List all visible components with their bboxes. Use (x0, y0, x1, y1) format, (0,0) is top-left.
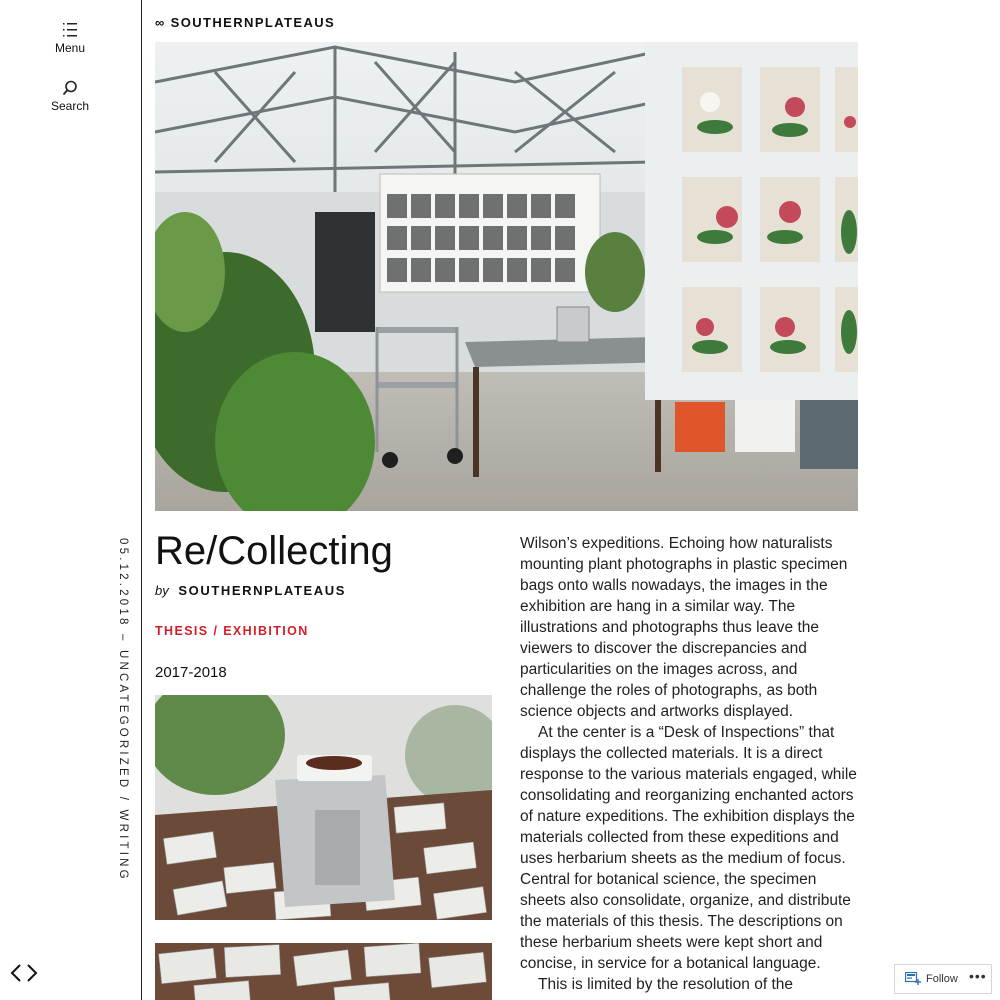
previous-post-icon[interactable] (10, 963, 22, 988)
site-title[interactable]: ∞ SOUTHERNPLATEAUS (155, 15, 336, 30)
search-button[interactable] (30, 80, 110, 113)
search-icon (62, 80, 78, 96)
category-thesis[interactable]: THESIS (155, 624, 209, 638)
category-separator: / (213, 624, 219, 638)
next-post-icon[interactable] (26, 963, 38, 988)
follow-label: Follow (926, 973, 958, 985)
desk-photo (155, 695, 492, 920)
more-options-button[interactable]: ••• (969, 968, 987, 984)
paragraph: Wilson’s expeditions. Echoing how naturalists mounting plant photographs in plastic specimen bags onto walls nowadays, the images in the exhibition are hang in a similar way. The illustrations and photographs thus leave the viewers to discover the discrepancies and particularities on the images across, and challenge the roles of photographs, as both science objects and artworks displayed. (520, 535, 848, 720)
paragraph: This is limited by the resolution of the (538, 976, 794, 993)
post-navigation (10, 963, 38, 988)
follow-button[interactable] (894, 964, 992, 994)
post-content (520, 533, 860, 995)
table-photo (155, 943, 492, 1000)
paragraph: At the center is a “Desk of Inspections” that displays the collected materials. It is a direct response to the various materials engaged, while consolidating and reorganizing enchanted actors of nature expeditions. The exhibition displays the materials collected from these expeditions and uses herbarium sheets as the medium of focus. Central for botanical science, the specimen sheets also consolidate, organize, and distribute the materials of this thesis. The descriptions on these herbarium sheets were kept short and concise, in service for a botanical language. (520, 724, 857, 972)
search-label: Search (50, 99, 90, 113)
post-categories (155, 624, 309, 638)
menu-icon (61, 22, 79, 38)
post-meta-vertical: 05.12.2018 – UNCATEGORIZED / WRITING (117, 538, 129, 882)
follow-icon (905, 972, 921, 989)
category-exhibition[interactable]: EXHIBITION (223, 624, 309, 638)
post-title: Re/Collecting (155, 529, 393, 573)
featured-image (155, 42, 858, 511)
author-link[interactable]: SOUTHERNPLATEAUS (178, 583, 347, 598)
sidebar (0, 0, 142, 1000)
menu-button[interactable] (30, 22, 110, 55)
post-year: 2017-2018 (155, 664, 227, 681)
byline-prefix: by (155, 583, 169, 598)
byline (155, 583, 346, 598)
menu-label: Menu (54, 41, 86, 55)
